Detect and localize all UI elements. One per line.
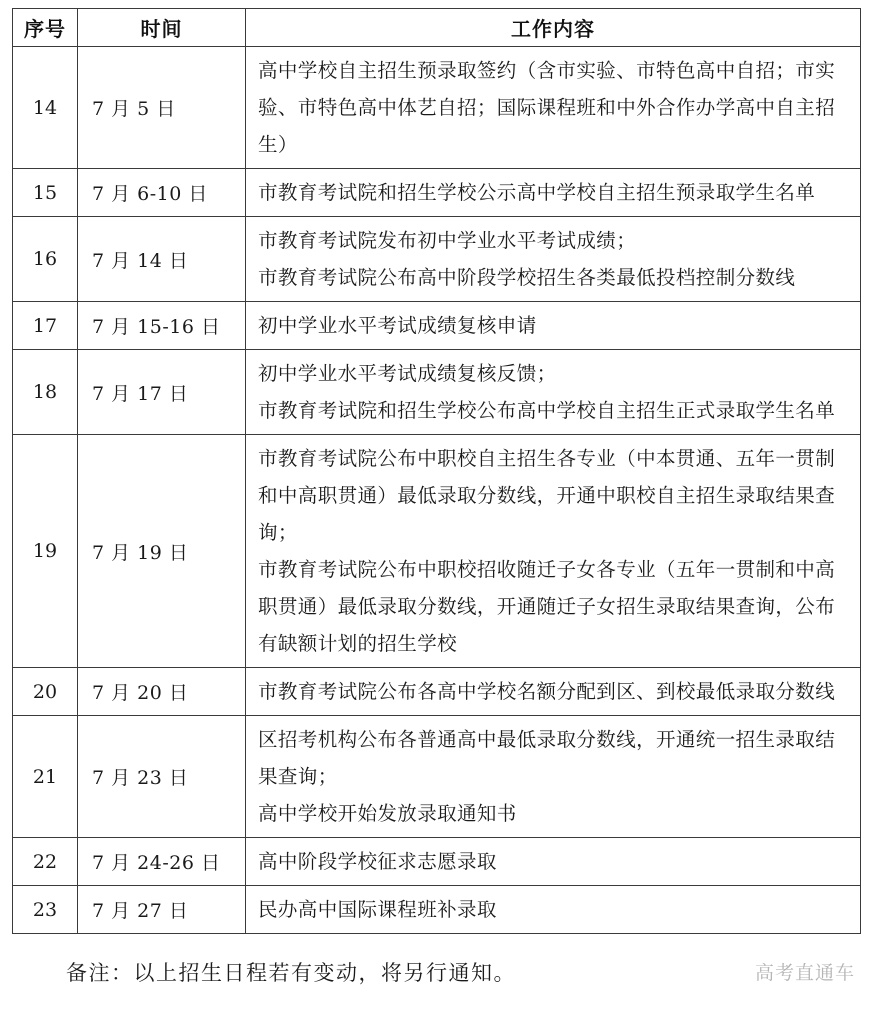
row-time-cell: 7 月 20 日	[78, 668, 246, 716]
row-time-cell: 7 月 14 日	[78, 217, 246, 302]
row-number-cell: 21	[13, 716, 78, 838]
content-paragraph: 高中学校自主招生预录取签约（含市实验、市特色高中自招；市实验、市特色高中体艺自招；国际课程班和中外合作办学高中自主招生）	[258, 59, 836, 156]
table-row	[13, 169, 861, 217]
content-paragraph: 市教育考试院和招生学校公布高中学校自主招生正式录取学生名单	[258, 399, 836, 422]
watermark-label: 高考直通车	[754, 962, 855, 984]
column-header-no: 序号	[13, 9, 78, 47]
row-number-cell: 17	[13, 302, 78, 350]
content-paragraph: 民办高中国际课程班补录取	[258, 898, 497, 921]
row-content-cell	[246, 302, 861, 350]
table-row	[13, 716, 861, 838]
table-row	[13, 350, 861, 435]
row-content-cell	[246, 716, 861, 838]
table-row	[13, 435, 861, 668]
content-paragraph: 市教育考试院公布中职校招收随迁子女各专业（五年一贯制和中高职贯通）最低录取分数线，开通随迁子女招生录取结果查询，公布有缺额计划的招生学校	[258, 558, 836, 655]
row-content-cell	[246, 886, 861, 934]
column-header-work: 工作内容	[246, 9, 861, 47]
content-paragraph: 市教育考试院公布中职校自主招生各专业（中本贯通、五年一贯制和中高职贯通）最低录取分数线，开通中职校自主招生录取结果查询；	[258, 447, 836, 544]
row-content-cell	[246, 838, 861, 886]
row-number-cell: 20	[13, 668, 78, 716]
content-paragraph: 市教育考试院发布初中学业水平考试成绩；	[258, 229, 637, 252]
row-time-cell: 7 月 24-26 日	[78, 838, 246, 886]
row-content-cell	[246, 169, 861, 217]
content-paragraph: 市教育考试院公布各高中学校名额分配到区、到校最低录取分数线	[258, 680, 836, 703]
table-row	[13, 47, 861, 169]
table-row	[13, 886, 861, 934]
content-paragraph: 市教育考试院公布高中阶段学校招生各类最低投档控制分数线	[258, 266, 796, 289]
admission-schedule-table	[12, 8, 861, 934]
row-time-cell: 7 月 17 日	[78, 350, 246, 435]
row-time-cell: 7 月 23 日	[78, 716, 246, 838]
row-time-cell: 7 月 19 日	[78, 435, 246, 668]
row-number-cell: 14	[13, 47, 78, 169]
row-number-cell: 23	[13, 886, 78, 934]
row-number-cell: 22	[13, 838, 78, 886]
row-number-cell: 15	[13, 169, 78, 217]
row-time-cell: 7 月 15-16 日	[78, 302, 246, 350]
row-number-cell: 18	[13, 350, 78, 435]
table-row	[13, 838, 861, 886]
row-content-cell	[246, 350, 861, 435]
row-number-cell: 19	[13, 435, 78, 668]
header-row	[13, 9, 861, 47]
row-number-cell: 16	[13, 217, 78, 302]
footer-note: 备注：以上招生日程若有变动，将另行通知。	[66, 961, 516, 985]
table-body	[13, 47, 861, 934]
row-time-cell: 7 月 27 日	[78, 886, 246, 934]
row-content-cell	[246, 47, 861, 169]
row-content-cell	[246, 435, 861, 668]
row-time-cell: 7 月 6-10 日	[78, 169, 246, 217]
content-paragraph: 初中学业水平考试成绩复核申请	[258, 314, 537, 337]
column-header-time: 时间	[78, 9, 246, 47]
table-row	[13, 217, 861, 302]
content-paragraph: 高中阶段学校征求志愿录取	[258, 850, 497, 873]
row-time-cell: 7 月 5 日	[78, 47, 246, 169]
row-content-cell	[246, 668, 861, 716]
content-paragraph: 市教育考试院和招生学校公示高中学校自主招生预录取学生名单	[258, 181, 816, 204]
row-content-cell	[246, 217, 861, 302]
content-paragraph: 高中学校开始发放录取通知书	[258, 802, 517, 825]
table-row	[13, 668, 861, 716]
content-paragraph: 初中学业水平考试成绩复核反馈；	[258, 362, 557, 385]
table-header	[13, 9, 861, 47]
table-row	[13, 302, 861, 350]
content-paragraph: 区招考机构公布各普通高中最低录取分数线，开通统一招生录取结果查询；	[258, 728, 836, 788]
